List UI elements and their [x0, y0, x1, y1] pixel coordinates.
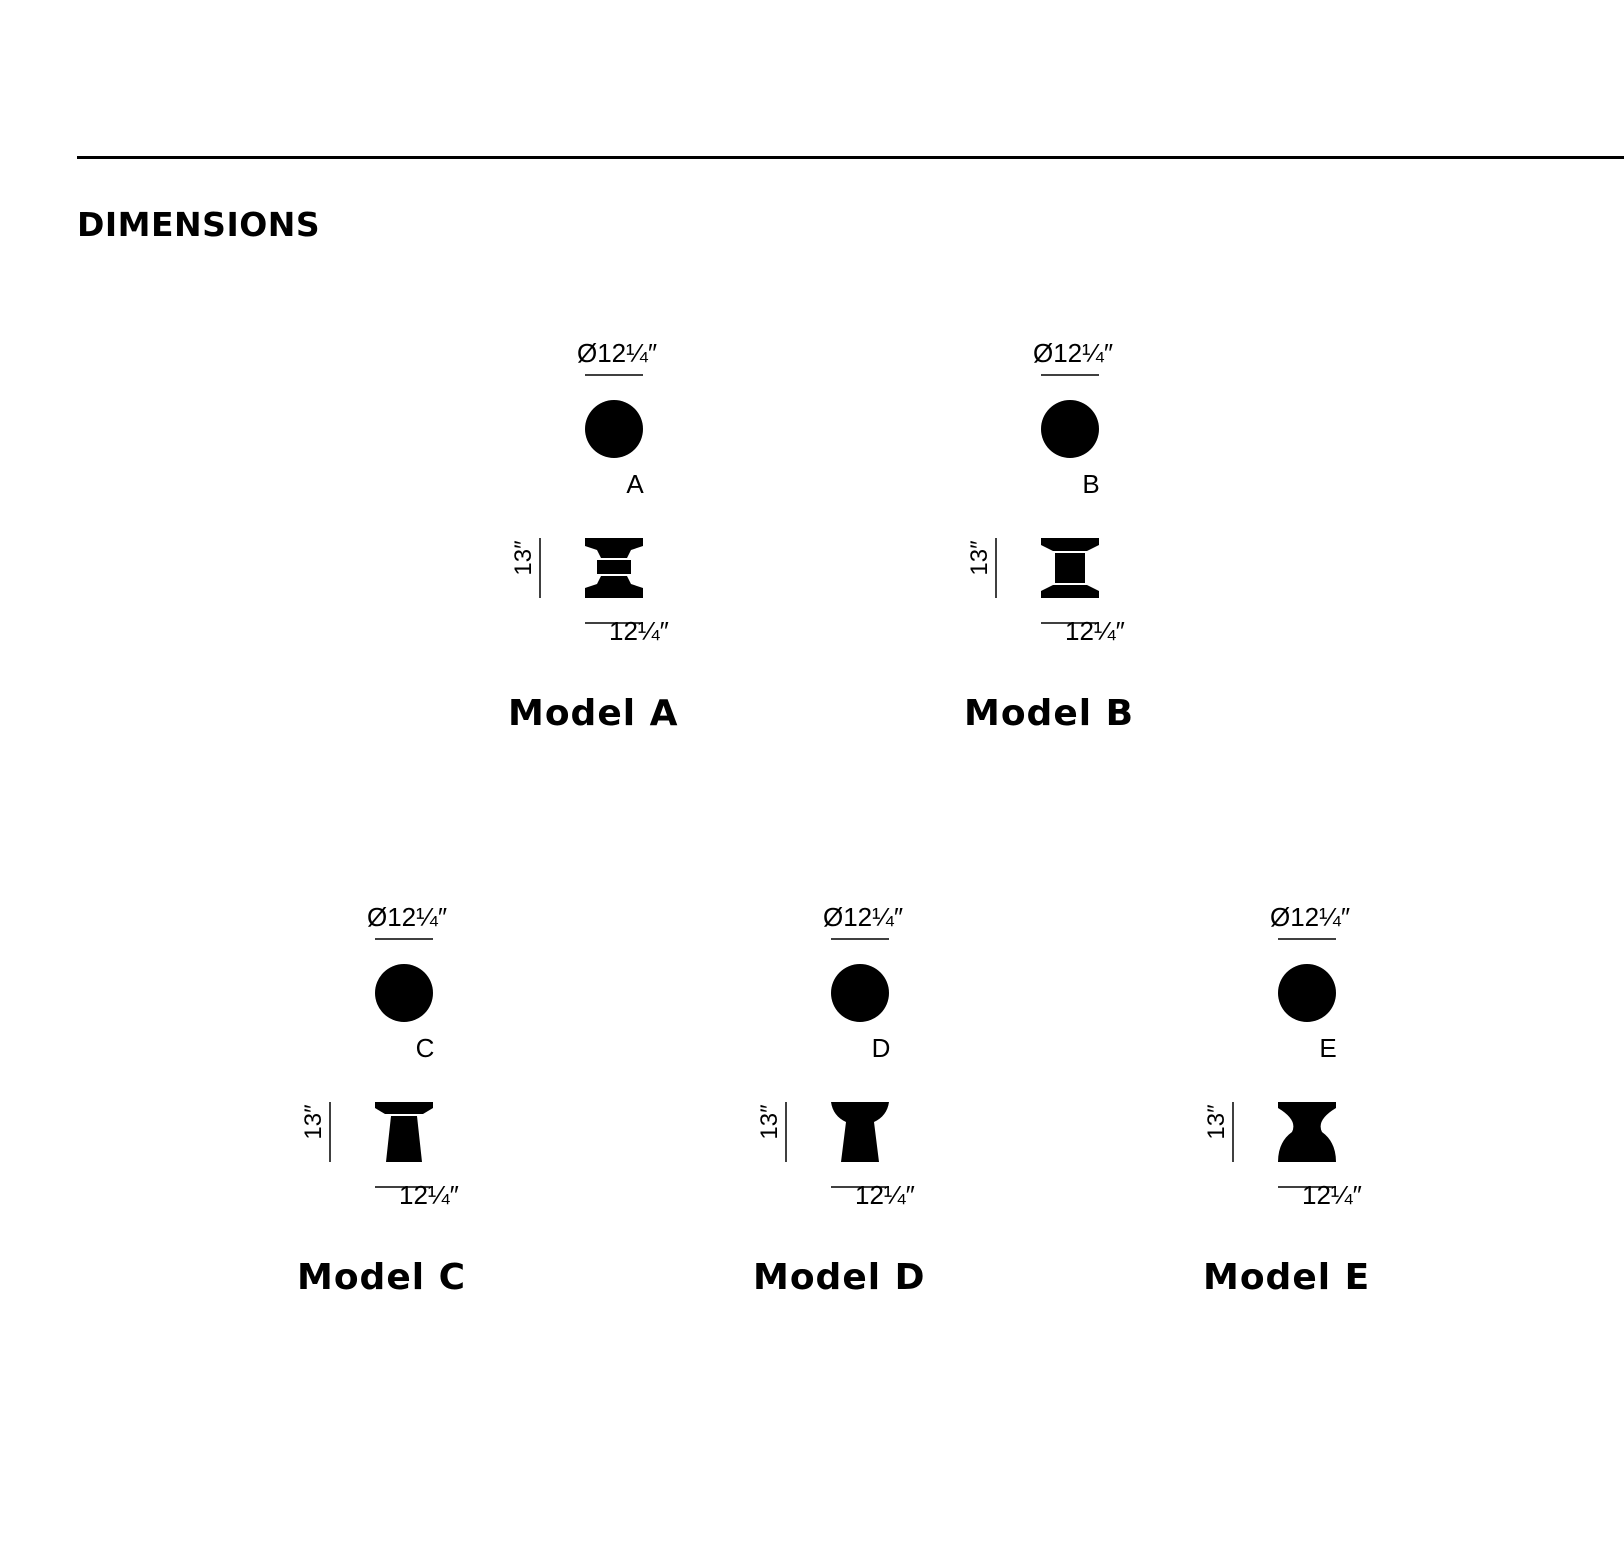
diameter-label: Ø12¼″: [577, 338, 658, 368]
model-e-drawing: [1128, 902, 1428, 1282]
model-name: Model D: [753, 1257, 926, 1298]
model-name: Model C: [297, 1257, 467, 1298]
width-label: 12¼″: [1065, 616, 1125, 646]
top-view-circle: [831, 964, 889, 1022]
diameter-label: Ø12¼″: [1270, 902, 1351, 932]
side-view-silhouette: [1041, 538, 1099, 598]
header-divider: [77, 156, 1624, 159]
model-letter: D: [871, 1033, 891, 1063]
width-label: 12¼″: [609, 616, 669, 646]
width-label: 12¼″: [1302, 1180, 1362, 1210]
width-label: 12¼″: [399, 1180, 459, 1210]
model-d-diagram: [681, 902, 981, 1322]
diameter-label: Ø12¼″: [1033, 338, 1114, 368]
model-name: Model B: [964, 693, 1135, 734]
width-label: 12¼″: [855, 1180, 915, 1210]
section-title: DIMENSIONS: [77, 205, 321, 244]
top-view-circle: [375, 964, 433, 1022]
model-b-diagram: [891, 338, 1191, 758]
height-label: 13″: [1203, 1104, 1230, 1140]
model-letter: E: [1319, 1033, 1337, 1063]
top-view-circle: [585, 400, 643, 458]
top-view-circle: [1278, 964, 1336, 1022]
model-d-drawing: [681, 902, 981, 1282]
model-a-diagram: [435, 338, 735, 758]
model-c-drawing: [225, 902, 525, 1282]
top-view-circle: [1041, 400, 1099, 458]
diameter-label: Ø12¼″: [367, 902, 448, 932]
side-view-silhouette: [1278, 1102, 1336, 1162]
model-a-drawing: [435, 338, 735, 718]
height-label: 13″: [300, 1104, 327, 1140]
model-e-diagram: [1128, 902, 1428, 1322]
height-label: 13″: [966, 540, 993, 576]
model-letter: B: [1082, 469, 1100, 499]
side-view-silhouette: [375, 1102, 433, 1162]
model-name: Model A: [508, 693, 679, 734]
model-letter: A: [626, 469, 644, 499]
diameter-label: Ø12¼″: [823, 902, 904, 932]
model-name: Model E: [1203, 1257, 1371, 1298]
height-label: 13″: [510, 540, 537, 576]
model-letter: C: [415, 1033, 435, 1063]
model-b-drawing: [891, 338, 1191, 718]
side-view-silhouette: [831, 1102, 889, 1162]
height-label: 13″: [756, 1104, 783, 1140]
side-view-silhouette: [585, 538, 643, 598]
model-c-diagram: [225, 902, 525, 1322]
